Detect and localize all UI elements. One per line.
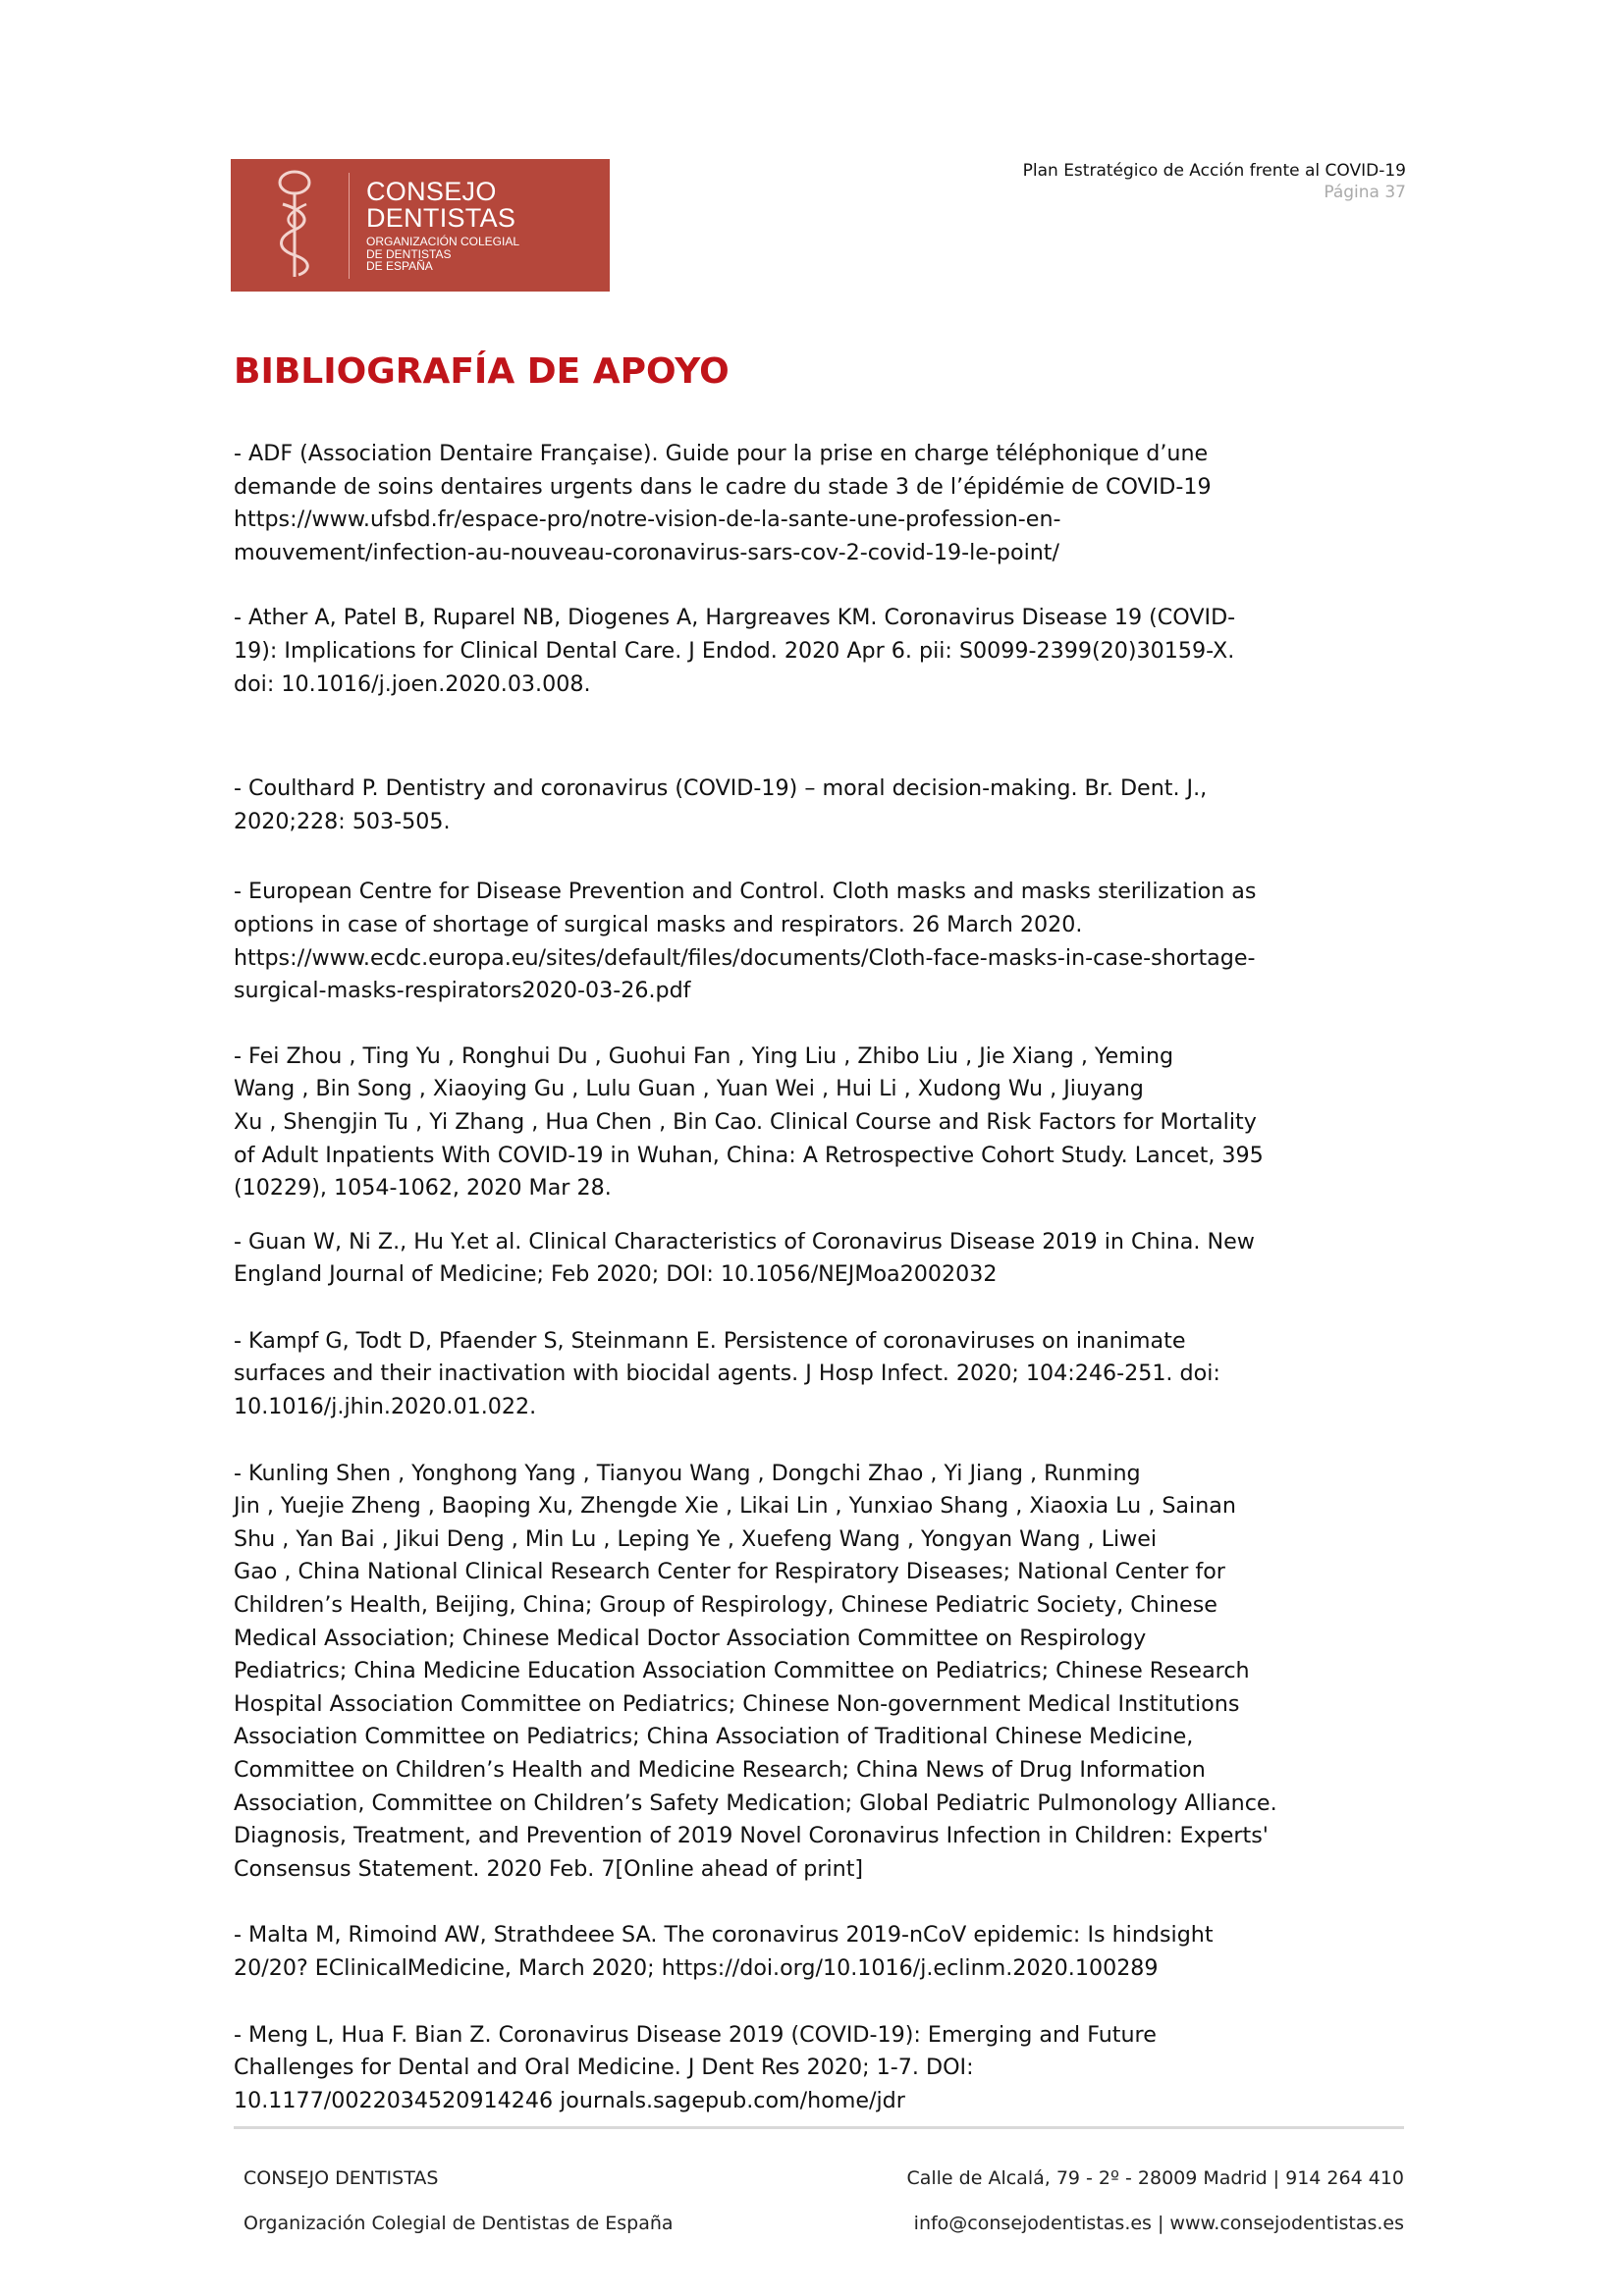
- footer-divider: [234, 2126, 1404, 2129]
- logo-subtitle-line: ORGANIZACIÓN COLEGIAL: [366, 235, 520, 248]
- footer-right: [906, 2156, 1404, 2246]
- logo-title-line2: DENTISTAS: [366, 203, 516, 233]
- section-title: BIBLIOGRAFÍA DE APOYO: [234, 351, 730, 392]
- reference-item: - Ather A, Patel B, Ruparel NB, Diogenes A, Hargreaves KM. Coronavirus Disease 19 (COVID- 19): Implications for Clinical Dental Care. J Endod. 2020 Apr 6. pii: S0099-2399(20)30159-X. doi: 10.1016/j.joen.2020.03.008.: [234, 605, 1236, 697]
- reference-item: - Meng L, Hua F. Bian Z. Coronavirus Disease 2019 (COVID-19): Emerging and Future Challenges for Dental and Oral Medicine. J Dent Res 2020; 1-7. DOI: 10.1177/0022034520914246 journals.sagepub.com/home/jdr: [234, 2021, 1157, 2113]
- reference-item: - Malta M, Rimoind AW, Strathdeee SA. The coronavirus 2019-nCoV epidemic: Is hindsight 20/20? EClinicalMedicine, March 2020; https://doi.org/10.1016/j.eclinm.2020.100289: [234, 1922, 1214, 1981]
- reference-item: - Kampf G, Todt D, Pfaender S, Steinmann E. Persistence of coronaviruses on inanimate surfaces and their inactivation with biocidal agents. J Hosp Infect. 2020; 104:246-251. doi: 10.1016/j.jhin.2020.01.022.: [234, 1327, 1220, 1420]
- logo-divider: [349, 173, 350, 279]
- logo-subtitle-line: DE ESPAÑA: [366, 259, 433, 273]
- logo-subtitle-line: DE DENTISTAS: [366, 246, 452, 261]
- footer-contact: info@consejodentistas.es | www.consejodentistas.es: [913, 2213, 1404, 2234]
- logo-subtitle: [366, 236, 519, 273]
- document-title: Plan Estratégico de Acción frente al COVID-19: [1022, 161, 1406, 181]
- reference-item: - ADF (Association Dentaire Française). Guide pour la prise en charge téléphonique d’une demande de soins dentaires urgents dans le cadre du stade 3 de l’épidémie de COVID-19 https://www.ufsbd.fr/espace-pro/notre-vision-de-la-sante-une-profession-en- mouvement/infection-au-nouveau-coronavirus-sars-cov-2-covid-19-le-point/: [234, 441, 1212, 565]
- consejo-dentistas-logo: [231, 159, 610, 292]
- reference-item: - Coulthard P. Dentistry and coronavirus (COVID-19) – moral decision-making. Br. Dent. J., 2020;228: 503-505.: [234, 775, 1208, 834]
- caduceus-icon: [255, 169, 334, 282]
- logo-title: [366, 179, 515, 232]
- reference-item: - Fei Zhou , Ting Yu , Ronghui Du , Guohui Fan , Ying Liu , Zhibo Liu , Jie Xiang , Yeming Wang , Bin Song , Xiaoying Gu , Lulu Guan , Yuan Wei , Hui Li , Xudong Wu , Jiuyang Xu , Shengjin Tu , Yi Zhang , Hua Chen , Bin Cao. Clinical Course and Risk Factors for Mortality of Adult Inpatients With COVID-19 in Wuhan, China: A Retrospective Cohort Study. Lancet, 395 (10229), 1054-1062, 2020 Mar 28.: [234, 1042, 1264, 1201]
- reference-item: - European Centre for Disease Prevention and Control. Cloth masks and masks sterilization as options in case of shortage of surgical masks and respirators. 26 March 2020. https://www.ecdc.europa.eu/sites/default/files/documents/Cloth-face-masks-in-case-shortage- surgical-masks-respirators2020-03-26.pdf: [234, 879, 1257, 1004]
- footer-address: Calle de Alcalá, 79 - 2º - 28009 Madrid | 914 264 410: [906, 2167, 1404, 2189]
- logo-title-line1: CONSEJO: [366, 177, 497, 206]
- page-number: Página 37: [1324, 183, 1406, 202]
- footer-org-name: CONSEJO DENTISTAS: [243, 2167, 439, 2189]
- reference-item: - Kunling Shen , Yonghong Yang , Tianyou Wang , Dongchi Zhao , Yi Jiang , Runming Jin , Yuejie Zheng , Baoping Xu, Zhengde Xie , Likai Lin , Yunxiao Shang , Xiaoxia Lu , Sainan Shu , Yan Bai , Jikui Deng , Min Lu , Leping Ye , Xuefeng Wang , Yongyan Wang , Liwei Gao , China National Clinical Research Center for Respiratory Diseases; National Center for Children’s Health, Beijing, China; Group of Respirology, Chinese Pediatric Society, Chinese Medical Association; Chinese Medical Doctor Association Committee on Respirology Pediatrics; China Medicine Education Association Committee on Pediatrics; Chinese Research Hospital Association Committee on Pediatrics; Chinese Non-government Medical Institutions Association Committee on Pediatrics; China Association of Traditional Chinese Medicine, Committee on Children’s Health and Medicine Research; China News of Drug Information Association, Committee on Children’s Safety Medication; Global Pediatric Pulmonology Alliance. Diagnosis, Treatment, and Prevention of 2019 Novel Coronavirus Infection in Children: Experts' Consensus Statement. 2020 Feb. 7[Online ahead of print]: [234, 1460, 1277, 1882]
- page-header: [1023, 160, 1406, 203]
- reference-list: [234, 438, 1412, 2117]
- footer-left: [243, 2156, 674, 2246]
- reference-item: - Guan W, Ni Z., Hu Y.et al. Clinical Characteristics of Coronavirus Disease 2019 in China. New England Journal of Medicine; Feb 2020; DOI: 10.1056/NEJMoa2002032: [234, 1228, 1255, 1288]
- footer-org-full: Organización Colegial de Dentistas de España: [243, 2213, 674, 2234]
